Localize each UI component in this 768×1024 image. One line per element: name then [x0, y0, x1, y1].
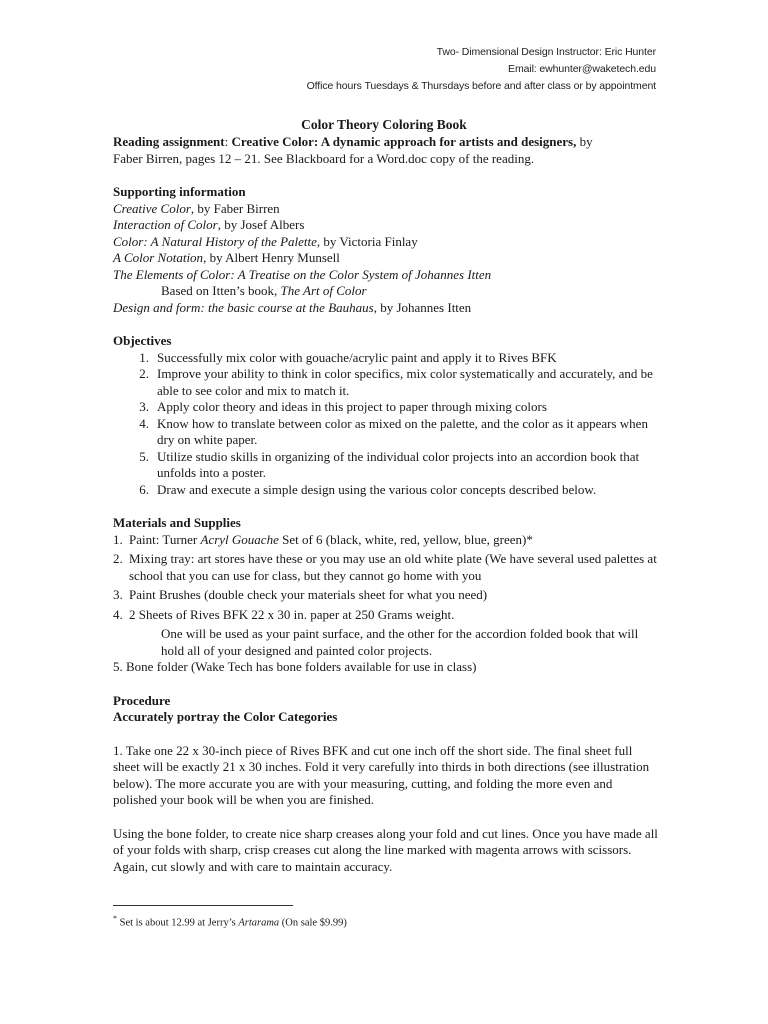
reading-colon: :: [224, 134, 232, 149]
list-number: 1.: [139, 349, 149, 365]
list-text: Improve your ability to think in color specifics, mix color systematically and accurately, and be able to see color and mix to match it.: [157, 366, 653, 398]
list-number: 4.: [113, 606, 123, 622]
list-item: [113, 587, 658, 604]
list-item: [113, 399, 658, 416]
procedure-paragraph: 1. Take one 22 x 30-inch piece of Rives BFK and cut one inch off the short side. The final sheet full sheet will be exactly 21 x 30 inches. Fold it very carefully into thirds in both directions (see illustration below). The more accurate you are with your measuring, cutting, and folding the more even and polished your book will be when you are finished.: [113, 742, 650, 807]
reading-by: by: [576, 134, 593, 149]
reading-book-title: Creative Color: A dynamic approach for artists and designers,: [231, 134, 577, 149]
list-item: [113, 350, 658, 367]
list-number: 5.: [139, 448, 149, 464]
book-title: Creative Color: [113, 200, 191, 216]
objectives-heading: Objectives: [113, 333, 172, 348]
materials-list: [113, 532, 658, 624]
footnote-price: (On sale $9.99): [279, 917, 347, 929]
book-author: , by Albert Henry Munsell: [203, 250, 340, 265]
list-text: Mixing tray: art stores have these or you may use an old white plate (We have several used palettes at school that you can use for class, but they cannot go home with you: [129, 551, 657, 583]
list-item: [113, 607, 658, 624]
materials-item-5: 5. Bone folder (Wake Tech has bone folders available for use in class): [113, 659, 477, 674]
list-text: Know how to translate between color as mixed on the palette, and the color as it appears when dry on white paper.: [157, 415, 648, 447]
list-text: 2 Sheets of Rives BFK 22 x 30 in. paper at 250 Grams weight.: [129, 606, 455, 622]
book-title: A Color Notation: [113, 250, 204, 265]
book-author: , by Josef Albers: [217, 217, 305, 232]
instructor-line: Two- Dimensional Design Instructor: Eric Hunter: [436, 46, 656, 58]
list-text: Draw and execute a simple design using the various color concepts described below.: [157, 481, 597, 497]
footnote: [113, 912, 347, 931]
list-item: [113, 551, 658, 584]
book-title: The Art of Color: [280, 283, 367, 298]
list-number: 4.: [139, 415, 149, 431]
reading-label: Reading assignment: [113, 134, 225, 149]
book-author: , by Victoria Finlay: [316, 233, 418, 249]
procedure-heading: Procedure: [113, 692, 171, 708]
email-line: Email: ewhunter@waketech.edu: [508, 63, 656, 75]
materials-subnote: One will be used as your paint surface, and the other for the accordion folded book that will hold all of your designed and painted color projects.: [161, 626, 639, 658]
footnote-store: Artarama: [238, 917, 280, 929]
list-item: [113, 449, 658, 482]
list-number: 6.: [139, 481, 149, 497]
supporting-item: [113, 217, 658, 234]
book-title: Interaction of Color: [113, 217, 218, 232]
footnote-mark: *: [113, 914, 117, 923]
list-item: [113, 366, 658, 399]
list-item: [113, 416, 658, 449]
list-text: Apply color theory and ideas in this project to paper through mixing colors: [157, 399, 547, 414]
supporting-item: [113, 234, 658, 251]
document-body: [113, 134, 658, 875]
supporting-item: [113, 283, 658, 300]
supporting-item: [113, 267, 658, 284]
reading-details: Faber Birren, pages 12 – 21. See Blackboard for a Word.doc copy of the reading.: [113, 150, 535, 166]
list-number: 3.: [139, 399, 149, 414]
office-hours-line: Office hours Tuesdays & Thursdays before and after class or by appointment: [306, 80, 656, 92]
page-title: Color Theory Coloring Book: [301, 117, 467, 132]
list-text: Paint: Turner Acryl Gouache Set of 6 (black, white, red, yellow, blue, green)*: [129, 531, 533, 547]
objectives-list: [113, 350, 658, 499]
book-title: The Elements of Color: A Treatise on the Color System of Johannes Itten: [113, 266, 492, 282]
materials-heading: Materials and Supplies: [113, 515, 241, 530]
footnote-text: Set is about 12.99 at Jerry’s: [117, 917, 239, 929]
book-title: Color: A Natural History of the Palette: [113, 233, 317, 249]
reading-assignment: [113, 134, 658, 151]
footnote-divider: [113, 905, 293, 906]
procedure-subheading: Accurately portray the Color Categories: [113, 709, 338, 724]
list-text: Utilize studio skills in organizing of the individual color projects into an accordion book that unfolds into a poster.: [157, 448, 640, 480]
book-note: Based on Itten’s book,: [161, 283, 281, 298]
supporting-heading: Supporting information: [113, 184, 246, 199]
list-number: 1.: [113, 531, 123, 547]
list-number: 2.: [139, 366, 149, 381]
list-item: [113, 482, 658, 499]
instructor-header: [307, 44, 656, 95]
list-text: Paint Brushes (double check your materials sheet for what you need): [129, 587, 488, 602]
supporting-item: [113, 201, 658, 218]
list-number: 2.: [113, 551, 123, 566]
list-text: Successfully mix color with gouache/acrylic paint and apply it to Rives BFK: [157, 349, 557, 365]
list-item: [113, 532, 658, 549]
supporting-item: [113, 300, 658, 317]
book-title: Design and form: the basic course at the Bauhaus: [113, 299, 374, 315]
book-author: , by Faber Birren: [190, 200, 280, 216]
book-author: , by Johannes Itten: [373, 299, 472, 315]
list-number: 3.: [113, 587, 123, 602]
procedure-paragraph: Using the bone folder, to create nice sharp creases along your fold and cut lines. Once you have made all of your folds with sharp, crisp creases cut along the line marked with magenta arrows with scissors. Again, cut slowly and with care to maintain accuracy.: [113, 825, 658, 874]
supporting-item: [113, 250, 658, 267]
